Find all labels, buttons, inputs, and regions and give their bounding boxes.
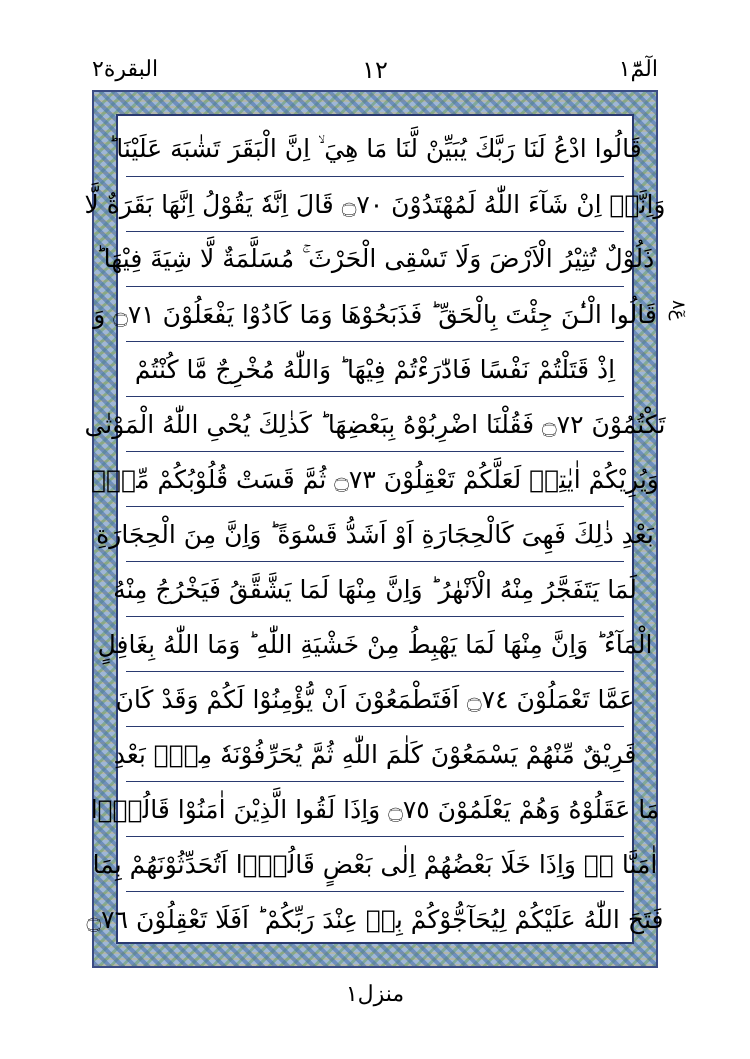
verse-lines <box>84 122 666 936</box>
ruku-marker: عٓ٨ <box>668 299 689 321</box>
verse-line: الْمَآءُ ؕ وَاِنَّ مِنْهَا لَمَا يَهْبِطُ مِنْ خَشْيَةِ اللّٰهِ ؕ وَمَا اللّٰهُ بِغَافِلٍ <box>126 617 624 672</box>
verse-line: اِذْ قَتَلْتُمْ نَفْسًا فَادّٰرَءْتُمْ فِيْهَا ؕ وَاللّٰهُ مُخْرِجٌ مَّا كُنْتُمْ <box>126 342 624 397</box>
verse-line: بَعْدِ ذٰلِكَ فَهِىَ كَالْحِجَارَةِ اَوْ اَشَدُّ قَسْوَةً ؕ وَاِنَّ مِنَ الْحِجَارَةِ <box>126 507 624 562</box>
verse-line: وَيُرِيْكُمْ اٰيٰتِهٖ لَعَلَّكُمْ تَعْقِلُوْنَ ۝٧٣ ثُمَّ قَسَتْ قُلُوْبُكُمْ مِّنْۢ <box>126 452 624 507</box>
verse-line: مَا عَقَلُوْهُ وَهُمْ يَعْلَمُوْنَ ۝٧٥ وَاِذَا لَقُوا الَّذِيْنَ اٰمَنُوْا قَالُوْۤا <box>126 782 624 837</box>
verse-line: قَالُوا الْـٰٔنَ جِئْتَ بِالْحَقِّ ؕ فَذَبَحُوْهَا وَمَا كَادُوْا يَفْعَلُوْنَ ۝٧١ وَ <box>126 287 624 342</box>
juz-name: الٓمّٓ١ <box>618 57 658 82</box>
verse-line: عَمَّا تَعْمَلُوْنَ ۝٧٤ اَفَتَطْمَعُوْنَ اَنْ يُّؤْمِنُوْا لَكُمْ وَقَدْ كَانَ <box>126 672 624 727</box>
verse-line: فَرِيْقٌ مِّنْهُمْ يَسْمَعُوْنَ كَلٰمَ اللّٰهِ ثُمَّ يُحَرِّفُوْنَهٗ مِنْۢ بَعْدِ <box>126 727 624 782</box>
verse-line: لَمَا يَتَفَجَّرُ مِنْهُ الْاَنْهٰرُ ؕ وَاِنَّ مِنْهَا لَمَا يَشَّقَّقُ فَيَخْرُجُ مِنْهُ <box>126 562 624 617</box>
verse-line: وَاِنَّاۤ اِنْ شَآءَ اللّٰهُ لَمُهْتَدُوْنَ ۝٧٠ قَالَ اِنَّهٗ يَقُوْلُ اِنَّهَا بَقَرَةٌ لَّا <box>126 177 624 232</box>
ornamental-border <box>84 90 666 968</box>
manzil-label: منزل١ <box>345 982 405 1007</box>
page-number: ١٢ <box>362 56 388 84</box>
surah-name: البقرة٢ <box>92 57 159 82</box>
verse-line: فَتَحَ اللّٰهُ عَلَيْكُمْ لِيُحَآجُّوْكُمْ بِهٖ عِنْدَ رَبِّكُمْ ؕ اَفَلَا تَعْقِلُوْنَ ۝٧٦ <box>86 904 664 934</box>
verse-line: تَكْتُمُوْنَ ۝٧٢ فَقُلْنَا اضْرِبُوْهُ بِبَعْضِهَا ؕ كَذٰلِكَ يُحْىِ اللّٰهُ الْمَوْتٰى <box>126 397 624 452</box>
page-header <box>92 54 658 90</box>
verse-line: ذَلُوْلٌ تُثِيْرُ الْاَرْضَ وَلَا تَسْقِى الْحَرْثَ ۚ مُسَلَّمَةٌ لَّا شِيَةَ فِيْهَا ؕ <box>126 232 624 287</box>
verse-line: اٰمَنَّا ۖۚ وَاِذَا خَلَا بَعْضُهُمْ اِلٰى بَعْضٍ قَالُوْۤا اَتُحَدِّثُوْنَهُمْ بِمَا <box>126 837 624 892</box>
text-panel <box>84 114 666 944</box>
verse-line: قَالُوا ادْعُ لَنَا رَبَّكَ يُبَيِّنْ لَّنَا مَا هِيَ ۙ اِنَّ الْبَقَرَ تَشٰبَهَ عَلَيْنَا ؕ <box>126 122 624 177</box>
